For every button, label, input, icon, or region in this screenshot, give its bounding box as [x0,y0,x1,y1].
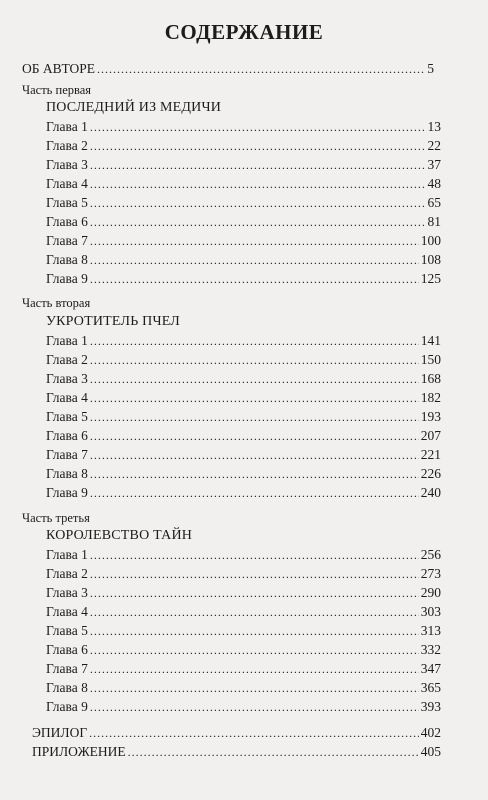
dot-leader [90,408,419,426]
entry-label: Глава 4 [46,176,88,191]
dot-leader [90,603,419,621]
toc-entry-epilogue [32,724,441,742]
toc-entry-chapter [46,118,441,136]
entry-label: Глава 7 [46,661,88,676]
entry-label: Глава 8 [46,252,88,267]
entry-page: 13 [427,119,441,134]
toc-entry-chapter [46,660,441,678]
entry-page: 347 [420,661,441,676]
entry-page: 81 [427,214,441,229]
toc-entry-chapter [46,156,441,174]
part-label: Часть третья [22,511,90,525]
entry-label: Глава 3 [46,585,88,600]
dot-leader [90,698,419,716]
entry-label: Глава 1 [46,119,88,134]
entry-page: 65 [427,195,441,210]
entry-page: 332 [420,642,441,657]
entry-page: 393 [420,699,441,714]
dot-leader [90,194,426,212]
entry-page: 256 [420,547,441,562]
toc-entry-chapter [46,408,441,426]
entry-label: Глава 8 [46,680,88,695]
entry-label: Глава 9 [46,271,88,286]
page-title: СОДЕРЖАНИЕ [164,20,324,44]
entry-page: 221 [420,447,441,462]
entry-label: Глава 7 [46,233,88,248]
part-label: Часть вторая [22,296,91,310]
entry-label: Глава 5 [46,195,88,210]
dot-leader [90,232,419,250]
entry-label: Глава 6 [46,214,88,229]
toc-entry-chapter [46,351,441,369]
dot-leader [90,546,419,564]
toc-entry-chapter [46,232,441,250]
dot-leader [89,724,419,742]
toc-entry-chapter [46,251,441,269]
dot-leader [90,351,419,369]
toc-entry-chapter [46,389,441,407]
entry-label: Глава 2 [46,352,88,367]
toc-entry-chapter [46,641,441,659]
entry-page: 226 [420,466,441,481]
dot-leader [90,584,419,602]
entry-label: Глава 6 [46,642,88,657]
dot-leader [90,389,419,407]
entry-label: Глава 9 [46,699,88,714]
entry-page: 273 [420,566,441,581]
dot-leader [97,60,425,78]
entry-page: 5 [427,61,434,76]
toc-entry-chapter [46,698,441,716]
entry-label: Глава 9 [46,485,88,500]
toc-entry-chapter [46,427,441,445]
toc-entry-appendix [32,743,441,761]
entry-label: Глава 3 [46,371,88,386]
entry-label: Глава 5 [46,409,88,424]
entry-label: ПРИЛОЖЕНИЕ [32,744,126,759]
dot-leader [90,427,419,445]
entry-page: 168 [420,371,441,386]
entry-label: Глава 8 [46,466,88,481]
entry-page: 240 [420,485,441,500]
toc-entry-chapter [46,546,441,564]
entry-label: Глава 7 [46,447,88,462]
entry-page: 100 [420,233,441,248]
entry-page: 193 [420,409,441,424]
dot-leader [90,679,419,697]
toc-entry-chapter [46,194,441,212]
dot-leader [128,743,419,761]
toc-entry-chapter [46,603,441,621]
dot-leader [90,332,419,350]
entry-page: 182 [420,390,441,405]
dot-leader [90,370,419,388]
entry-label: Глава 5 [46,623,88,638]
dot-leader [90,565,419,583]
toc-entry-chapter [46,213,441,231]
toc-entry-chapter [46,584,441,602]
toc-entry-author [22,60,434,78]
dot-leader [90,118,426,136]
entry-page: 313 [420,623,441,638]
entry-page: 402 [420,725,441,740]
entry-page: 365 [420,680,441,695]
book-title: УКРОТИТЕЛЬ ПЧЕЛ [46,314,181,329]
entry-page: 207 [420,428,441,443]
dot-leader [90,446,419,464]
entry-page: 125 [420,271,441,286]
entry-page: 141 [420,333,441,348]
dot-leader [90,156,426,174]
dot-leader [90,175,426,193]
entry-label: Глава 2 [46,138,88,153]
toc-entry-chapter [46,679,441,697]
toc-entry-chapter [46,175,441,193]
part-label: Часть первая [22,83,92,97]
entry-page: 22 [427,138,441,153]
entry-label: Глава 4 [46,604,88,619]
entry-page: 48 [427,176,441,191]
entry-label: Глава 6 [46,428,88,443]
dot-leader [90,660,419,678]
dot-leader [90,641,419,659]
toc-entry-chapter [46,137,441,155]
entry-label: Глава 2 [46,566,88,581]
entry-page: 37 [427,157,441,172]
book-title: ПОСЛЕДНИЙ ИЗ МЕДИЧИ [46,100,222,115]
entry-label: Глава 1 [46,547,88,562]
entry-label: Глава 4 [46,390,88,405]
toc-entry-chapter [46,622,441,640]
toc-entry-chapter [46,446,441,464]
toc-entry-chapter [46,270,441,288]
entry-label: ЭПИЛОГ [32,725,88,740]
dot-leader [90,484,419,502]
toc-entry-chapter [46,565,441,583]
dot-leader [90,622,419,640]
toc-entry-chapter [46,370,441,388]
book-title: КОРОЛЕВСТВО ТАЙН [46,528,193,543]
toc-entry-chapter [46,484,441,502]
toc-entry-chapter [46,332,441,350]
dot-leader [90,251,419,269]
entry-page: 303 [420,604,441,619]
entry-page: 405 [420,744,441,759]
entry-page: 290 [420,585,441,600]
entry-page: 150 [420,352,441,367]
entry-page: 108 [420,252,441,267]
dot-leader [90,465,419,483]
entry-label: ОБ АВТОРЕ [22,61,96,76]
entry-label: Глава 3 [46,157,88,172]
dot-leader [90,270,419,288]
dot-leader [90,213,426,231]
dot-leader [90,137,426,155]
entry-label: Глава 1 [46,333,88,348]
toc-entry-chapter [46,465,441,483]
